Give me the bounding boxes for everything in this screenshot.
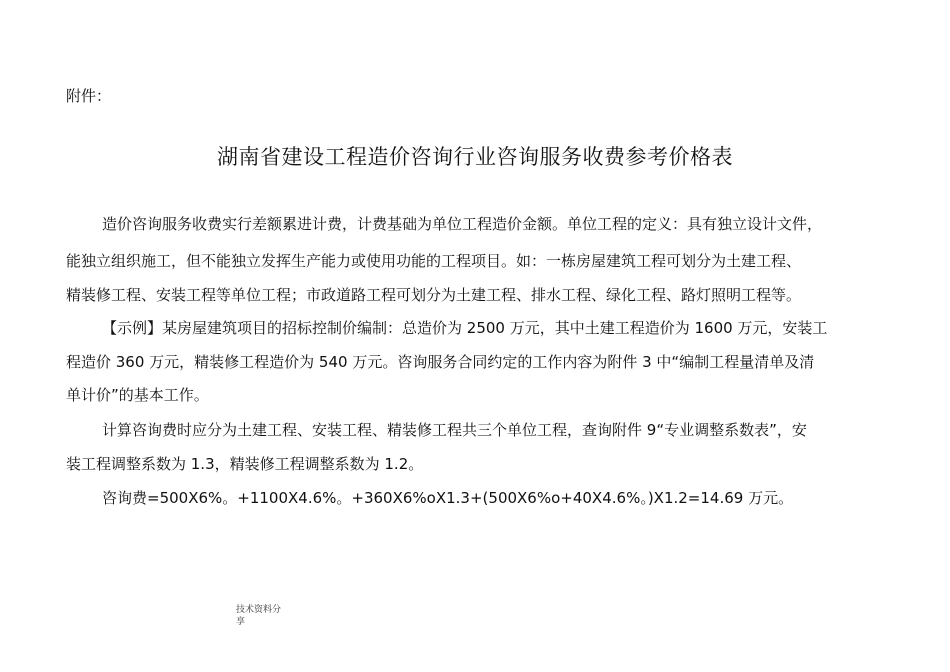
- footer-note: [236, 604, 281, 628]
- fee-formula-line: 咨询费=500X6%。+1100X4.6%。+360X6%oX1.3+(500X6%o+40X4.6%。)X1.2=14.69 万元。: [102, 489, 794, 507]
- paragraph-line-2: 能独立组织施工，但不能独立发挥生产能力或使用功能的工程项目。如：一栋房屋建筑工程可划分为土建工程、: [66, 252, 802, 270]
- footer-note-line-1: 技术资料分: [236, 605, 282, 615]
- example-line-1: 【示例】某房屋建筑项目的招标控制价编制：总造价为 2500 万元，其中土建工程造价为 1600 万元，安装工: [102, 319, 828, 337]
- example-line-2: 程造价 360 万元，精装修工程造价为 540 万元。咨询服务合同约定的工作内容为附件 3 中“编制工程量清单及清: [66, 353, 815, 371]
- footer-note-line-2: 享: [236, 617, 246, 627]
- example-line-3: 单计价”的基本工作。: [66, 386, 209, 404]
- calculation-line-2: 装工程调整系数为 1.3，精装修工程调整系数为 1.2。: [66, 455, 424, 473]
- paragraph-line-3: 精装修工程、安装工程等单位工程；市政道路工程可划分为土建工程、排水工程、绿化工程、路灯照明工程等。: [66, 286, 802, 304]
- attachment-label: 附件：: [66, 87, 112, 105]
- document-title: 湖南省建设工程造价咨询行业咨询服务收费参考价格表: [217, 145, 733, 169]
- paragraph-line-1: 造价咨询服务收费实行差额累进计费，计费基础为单位工程造价金额。单位工程的定义：具有独立设计文件，: [102, 215, 823, 233]
- calculation-line-1: 计算咨询费时应分为土建工程、安装工程、精装修工程共三个单位工程，查询附件 9“专业调整系数表”，安: [102, 421, 807, 439]
